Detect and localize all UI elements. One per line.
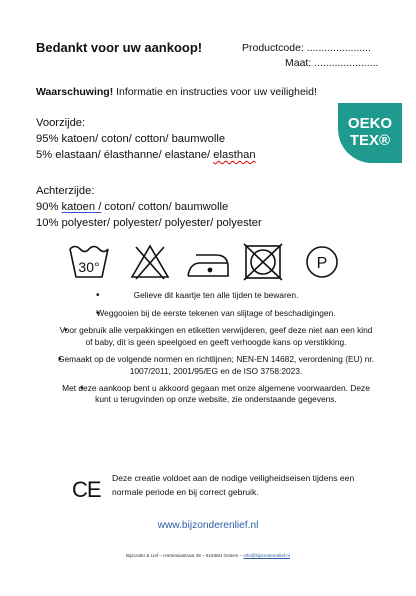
page-title: Bedankt voor uw aankoop!: [36, 40, 203, 55]
footer-address-text: Bijzonder & Lief – Hortensiastraat 48 – 6163MJ Geleen –: [125, 553, 244, 558]
footer-address: [0, 553, 416, 558]
back-line-2: 10% polyester/ polyester/ polyester/ polyester: [36, 217, 262, 229]
ce-text: Deze creatie voldoet aan de nodige veiligheidseisen tijdens een normale periode en bij correct gebruik.: [112, 473, 355, 497]
front-composition: [36, 115, 256, 163]
oeko-tex-line-1: OEKO: [347, 115, 393, 132]
warning-line: [36, 86, 317, 98]
warning-label: Waarschuwing!: [36, 86, 114, 98]
product-code-field: Productcode: ......................: [242, 42, 371, 54]
list-item: • Voor gebruik alle verpakkingen en etiketten verwijderen, geef deze niet aan een kind of baby, dit is geen speelgoed en geeft verhoogde kans op verstikking.: [56, 325, 376, 347]
size-field: Maat: ......................: [285, 57, 379, 69]
no-tumble-dry-icon: [244, 244, 282, 280]
iron-low-icon: [188, 255, 228, 276]
dry-clean-p-icon: [307, 247, 337, 277]
list-item: • Gelieve dit kaartje ten alle tijden te bewaren.: [56, 290, 376, 301]
instruction-list: [56, 290, 376, 412]
warning-text: Informatie en instructies voor uw veiligheid!: [113, 86, 317, 98]
back-line-1-prefix: 90%: [36, 201, 62, 213]
front-line-1: 95% katoen/ coton/ cotton/ baumwolle: [36, 133, 226, 145]
care-symbols: [68, 243, 348, 281]
back-line-1: [36, 199, 262, 215]
back-heading: Achterzijde:: [36, 185, 95, 197]
no-bleach-icon: [132, 246, 168, 279]
wash-temp-label: 30°: [78, 259, 100, 275]
dry-clean-letter: P: [316, 255, 328, 272]
front-line-2: [36, 147, 256, 163]
back-composition: [36, 183, 262, 231]
wash-30-icon: [70, 247, 108, 278]
oeko-tex-line-2: TEX®: [349, 132, 391, 149]
back-line-1-underlined: katoen /: [61, 201, 102, 213]
list-item: • Weggooien bij de eerste tekenen van slijtage of beschadigingen.: [56, 308, 376, 319]
front-heading: Voorzijde:: [36, 117, 86, 129]
footer-email-link[interactable]: info@bijzonderenlief.nl: [243, 553, 290, 558]
ce-mark: CE: [72, 477, 101, 502]
oeko-tex-logo: [338, 103, 402, 163]
misspelled-word: elasthan: [213, 149, 256, 161]
list-item: • Gemaakt op de volgende normen en richtlijnen; NEN-EN 14682, verordening (EU) nr. 1007/2011, 2001/95/EG en de ISO 3758:2023.: [56, 354, 376, 376]
back-line-1-suffix: coton/ cotton/ baumwolle: [101, 201, 229, 213]
website-link[interactable]: www.bijzonderenlief.nl: [157, 520, 259, 531]
front-line-2-text: 5% elastaan/ élasthanne/ elastane/: [36, 149, 214, 161]
list-item: • Met deze aankoop bent u akkoord gegaan met onze algemene voorwaarden. Deze kunt u terugvinden op onze website, zie onderstaande gegevens.: [56, 383, 376, 405]
